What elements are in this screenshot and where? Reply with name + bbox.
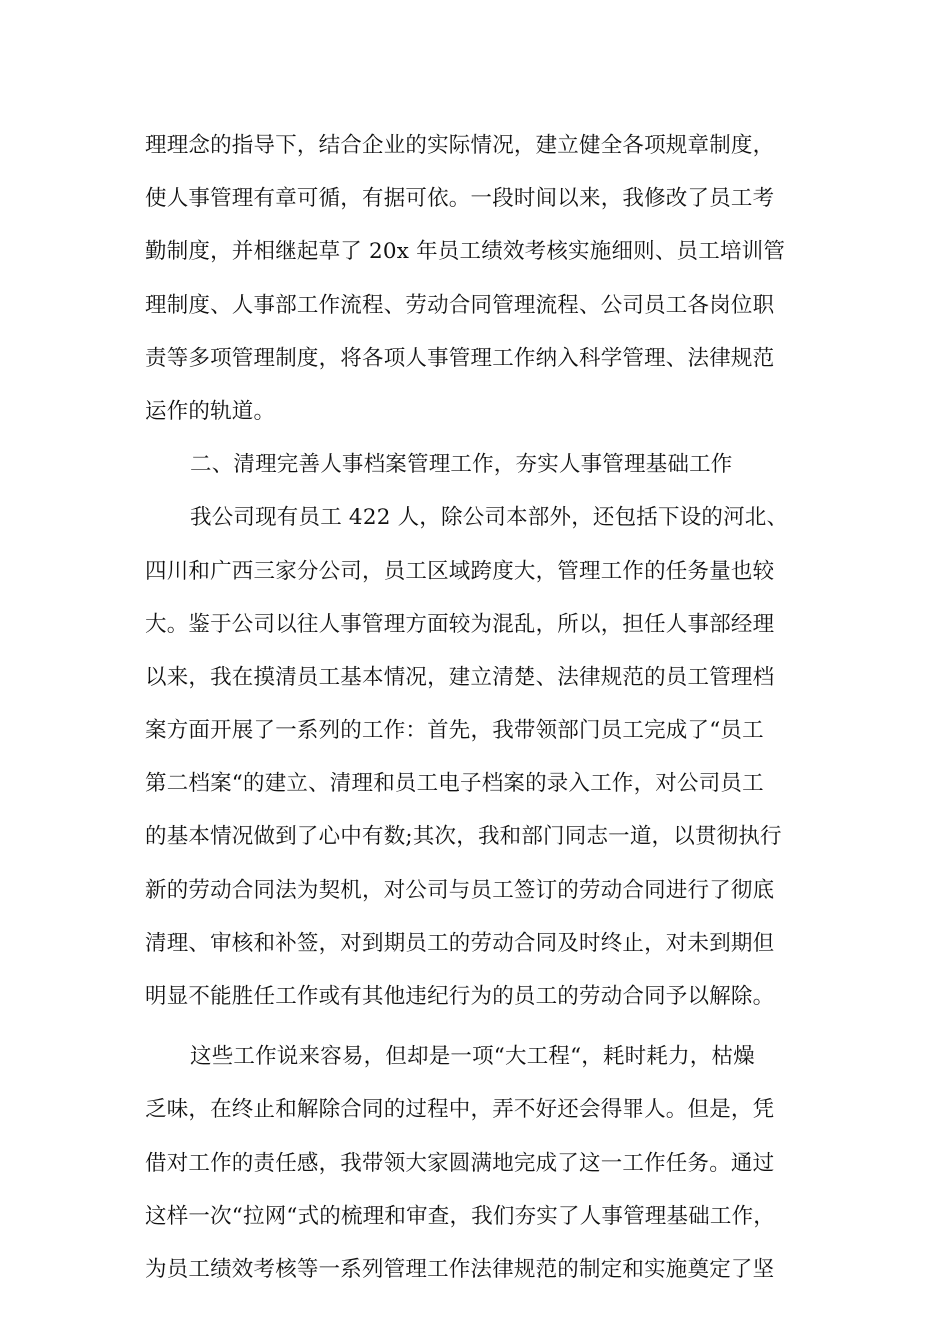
heading-line: 二、清理完善人事档案管理工作，夯实人事管理基础工作	[190, 452, 733, 478]
text-line: 以来，我在摸清员工基本情况，建立清楚、法律规范的员工管理档	[145, 664, 775, 690]
text-line: 责等多项管理制度，将各项人事管理工作纳入科学管理、法律规范	[145, 345, 775, 371]
paragraph-3	[145, 1030, 830, 1296]
text-line: 乏味，在终止和解除合同的过程中，弄不好还会得罪人。但是，凭	[145, 1097, 775, 1123]
text-line: 案方面开展了一系列的工作：首先，我带领部门员工完成了“员工	[145, 718, 764, 744]
text-line: 清理、审核和补签，对到期员工的劳动合同及时终止，对未到期但	[145, 930, 775, 956]
text-line: 这样一次“拉网“式的梳理和审查，我们夯实了人事管理基础工作，	[145, 1203, 775, 1229]
text-line: 的基本情况做到了心中有数;其次，我和部门同志一道，以贯彻执行	[145, 824, 782, 850]
text-line: 运作的轨道。	[145, 398, 276, 424]
text-line: 理理念的指导下，结合企业的实际情况，建立健全各项规章制度，	[145, 133, 775, 158]
paragraph-1	[145, 119, 830, 438]
text-line: 四川和广西三家分公司，员工区域跨度大，管理工作的任务量也较	[145, 558, 775, 584]
text-line: 使人事管理有章可循，有据可依。一段时间以来，我修改了员工考	[145, 186, 775, 212]
text-line: 为员工绩效考核等一系列管理工作法律规范的制定和实施奠定了坚	[145, 1256, 775, 1282]
text-line: 第二档案“的建立、清理和员工电子档案的录入工作，对公司员工	[145, 771, 764, 797]
document-body	[145, 119, 830, 1296]
text-line: 明显不能胜任工作或有其他违纪行为的员工的劳动合同予以解除。	[145, 984, 775, 1009]
text-line: 借对工作的责任感，我带领大家圆满地完成了这一工作任务。通过	[145, 1150, 775, 1176]
text-line: 理制度、人事部工作流程、劳动合同管理流程、公司员工各岗位职	[145, 292, 775, 318]
text-line: 新的劳动合同法为契机，对公司与员工签订的劳动合同进行了彻底	[145, 877, 775, 903]
text-line: 勤制度，并相继起草了 20x 年员工绩效考核实施细则、员工培训管	[145, 239, 786, 265]
text-line: 这些工作说来容易，但却是一项“大工程“，耗时耗力，枯燥	[190, 1044, 755, 1070]
text-line: 大。鉴于公司以往人事管理方面较为混乱，所以，担任人事部经理	[145, 611, 775, 637]
paragraph-2	[145, 491, 830, 1023]
section-heading-2	[145, 438, 830, 491]
text-line: 我公司现有员工 422 人，除公司本部外，还包括下设的河北、	[190, 505, 789, 531]
